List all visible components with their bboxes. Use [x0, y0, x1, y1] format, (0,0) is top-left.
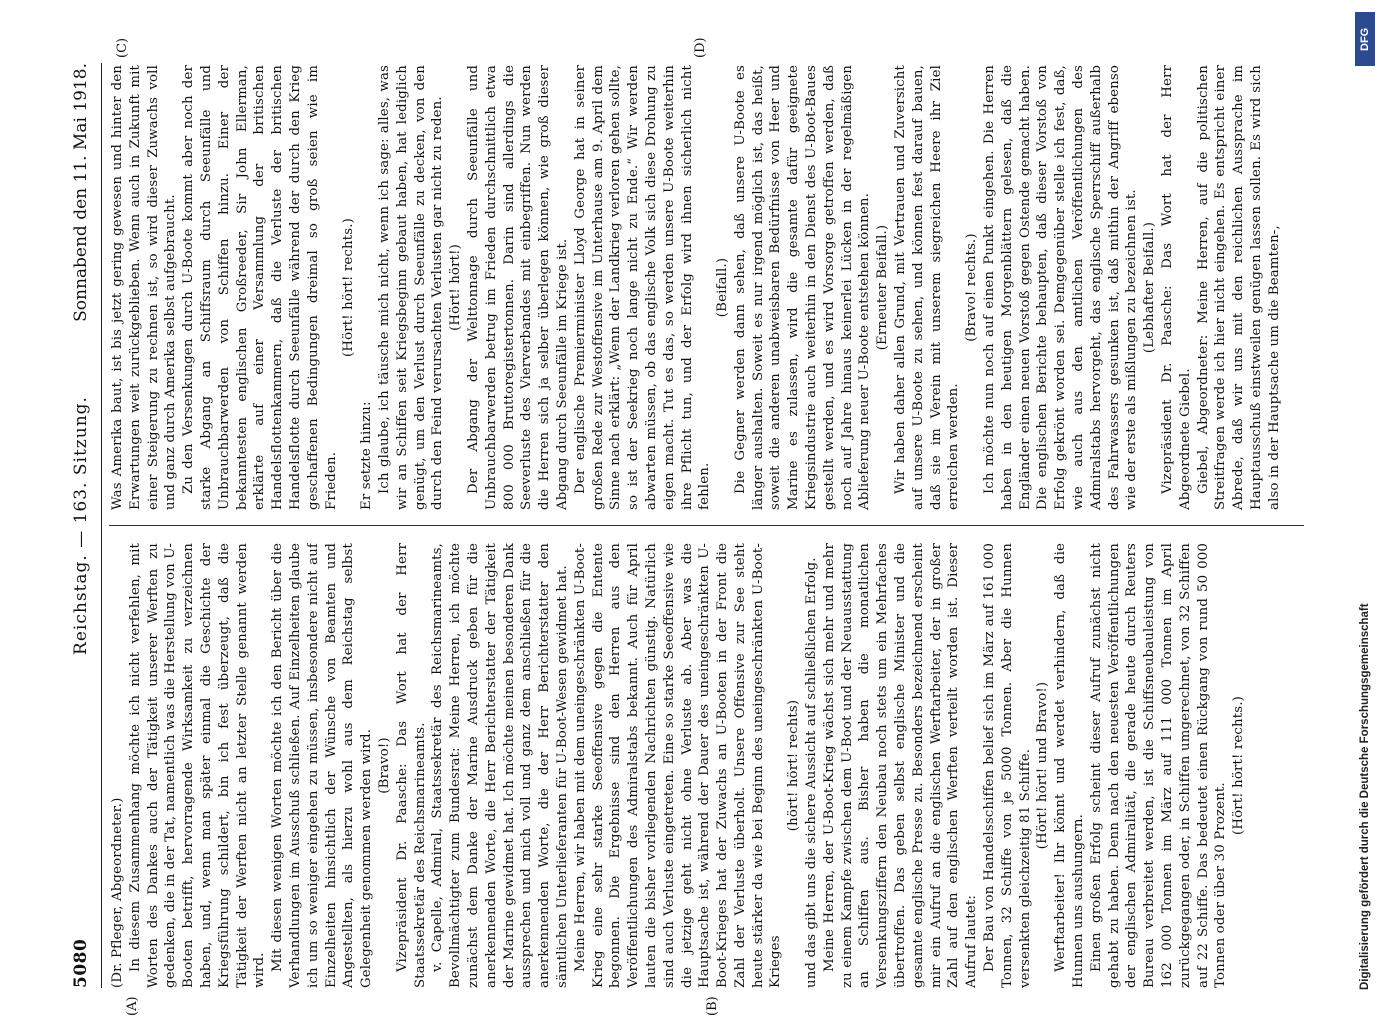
paragraph: In diesem Zusammenhang möchte ich nicht verfehlen, mit Worten des Dankes auch der Tätigkeit unserer Werften zu gedenken, die in der Tat, namentlich was die Herstellung von U-Booten betrifft, hervorragende Wirksamkeit zu verzeichnen haben, und, wenn man später einmal die Geschichte der Kriegsführung schildert, bin ich fest überzeugt, daß die Tätigkeit der Werften nicht an letzter Stelle genannt werden wird.	[127, 543, 268, 988]
margin-mark-d: (D)	[693, 37, 708, 58]
dfg-credit: Digitalisierung gefördert durch die Deutsche Forschungsgemeinschaft	[1359, 603, 1371, 990]
dfg-logo: DFG	[1355, 12, 1375, 66]
paragraph: Mit diesen wenigen Worten möchte ich den Bericht über die Verhandlungen im Ausschuß schließen. Auf Einzelheiten glaube ich um so weniger eingehen zu müssen, insbesondere nicht auf Einzelheiten hinsichtlich der Wünsche von Beamten und Angestellten, als hierzu wohl aus dem Reichstag selbst Gelegenheit genommen werden wird.	[270, 543, 375, 988]
paragraph: Meine Herren, der U-Boot-Krieg wächst sich mehr und mehr zu einem Kampfe zwischen dem U-Boot und der Neuausstattung an Schiffen aus. Bisher haben die monatlichen Versenkungsziffern den Neubau noch stets um ein Mehrfaches übertroffen. Das geben selbst englische Minister und die gesamte englische Presse zu. Besonders bezeichnend erscheint mir ein Aufruf an die englischen Werftarbeiter, der in großer Zahl auf den englischen Werften verteilt worden ist. Dieser Aufruf lautet:	[821, 543, 980, 988]
page-number: 5080	[71, 938, 91, 988]
paragraph: Zu den Versenkungen durch U-Boote kommt aber noch der starke Abgang an Schiffsraum durch Seeunfälle und Unbrauchbarwerden von Schiffen hinzu. Einer der bekanntesten englischen Großreeder, Sir John Ellerman, erklärte auf einer Versammlung der britischen Handelsflottenkammern, daß die Verluste der britischen Handelsflotte durch Seeunfälle während der durch den Krieg geschaffenen Bedingungen dreimal so groß seien wie im Frieden.	[181, 65, 339, 510]
paragraph: Einen großen Erfolg scheint dieser Aufruf zunächst nicht gehabt zu haben. Denn nach den neuesten Veröffentlichungen der englischen Admiralität, die gerade heute durch Reuters Bureau verbreitet werden, ist die Schiffsneubauleistung von 162 000 Tonnen im März auf 111 000 Tonnen im April zurückgegangen oder, in Schiffen umgerechnet, von 32 Schiffen auf 22 Schiffe. Das bedeutet einen Rückgang von rund 50 000 Tonnen oder über 30 Prozent.	[1088, 543, 1229, 988]
paragraph: Der Bau von Handelsschiffen belief sich im März auf 161 000 Tonnen, 32 Schiffe von je 5000 Tonnen. Aber die Hunnen versenkten gleichzeitig 81 Schiffe.	[982, 543, 1033, 988]
paragraph: (Erneuter Beifall.)	[875, 224, 891, 351]
paragraph: (Lebhafter Beifall.)	[1142, 221, 1158, 354]
margin-mark-a: (A)	[125, 996, 140, 1016]
paragraph: Vizepräsident Dr. Paasche: Das Wort hat der Herr Staatssekretär des Reichsmarineamts.	[394, 543, 428, 988]
dfg-sidebar	[1351, 8, 1379, 993]
page-date: Sonnabend den 11. Mai 1918.	[71, 63, 91, 322]
rotated-page	[65, 37, 1310, 1016]
paragraph: (Hört! hört! rechts.)	[1231, 696, 1247, 835]
paragraph: Die Gegner werden dann sehen, daß unsere U-Boote es länger aushalten. Soweit es nur irgend möglich ist, das heißt, soweit die anderen unabweisbaren Bedürfnisse von Heer und Marine es zulassen, wird die gesamte dafür geeignete Kriegsindustrie auch weiterhin in den Dienst des U-Boot-Baues gestellt werden, und es wird Vorsorge getroffen werden, daß noch auf Jahre hinaus keinerlei Lücken in der regelmäßigen Ablieferung neuer U-Boote entstehen können.	[732, 65, 873, 510]
right-column	[109, 65, 1304, 510]
paragraph: (Dr. Pfleger, Abgeordneter.)	[110, 797, 125, 988]
paragraph: Werftarbeiter! Ihr könnt und werdet verhindern, daß die Hunnen uns aushungern.	[1053, 543, 1087, 988]
paragraph: Ich glaube, ich täusche mich nicht, wenn ich sage: alles, was wir an Schiffen seit Kriegsbeginn gebaut haben, hat lediglich genügt, um den Verlust durch Seeunfälle zu decken, von den durch den Feind verursachten Verlusten gar nicht zu reden.	[376, 65, 446, 510]
paragraph: (Beifall.)	[715, 257, 731, 318]
paragraph: (Hört! hört! und Bravo!)	[1035, 681, 1051, 850]
paragraph: Was Amerika baut, ist bis jetzt gering gewesen und hinter den Erwartungen weit zurückgeblieben. Wenn auch in Zukunft mit einer Steigerung zu rechnen ist, so wird dieser Zuwachs voll und ganz durch Amerika selbst aufgebraucht.	[110, 65, 179, 510]
paragraph: Ich möchte nun noch auf einen Punkt eingehen. Die Herren haben in den heutigen Morgenblättern gelesen, daß die Engländer einen neuen Vorstoß gegen Ostende gemacht haben. Die englischen Berichte behaupten, daß dieser Vorstoß von Erfolg gekrönt worden sei. Demgegenüber stelle ich fest, daß, wie auch aus den amtlichen Veröffentlichungen des Admiralstabs hervorgeht, das englische Sperrschiff außerhalb des Fahrwassers gesunken ist, daß mithin der Angriff ebenso wie der erste als mißlungen zu bezeichnen ist.	[982, 65, 1140, 510]
paragraph: Giebel, Abgeordneter: Meine Herren, auf die politischen Streitfragen werde ich hier nicht eingehen. Es entspricht einer Abrede, daß wir uns mit den reichlichen Aussprache im Hauptausschuß einstweilen genügen lassen sollen. Es wird sich also in der Hauptsache um die Beamten-,	[1195, 65, 1282, 510]
paragraph: (Bravo!)	[376, 737, 392, 794]
paragraph: Der englische Premierminister Lloyd George hat in seiner großen Rede zur Westoffensive im Unterhause am 9. April dem Sinne nach erklärt: „Wenn der Landkrieg verloren gehen sollte, so ist der Seekrieg noch lange nicht zu Ende.“ Wir werden abwarten müssen, ob das englische Volk sich diese Drohung zu eigen macht. Tut es das, so werden unsere U-Boote weiterhin ihre Pflicht tun, und der Erfolg wird ihnen sicherlich nicht fehlen.	[572, 65, 713, 510]
paragraph: (Hört! hört! rechts.)	[341, 218, 357, 357]
paragraph: Er setzte hinzu:	[359, 401, 375, 510]
margin-mark-b: (B)	[705, 996, 720, 1016]
paragraph: und das gibt uns die sichere Aussicht auf schließlichen Erfolg.	[804, 557, 820, 988]
paragraph: (hört! hört! rechts)	[786, 699, 802, 832]
paragraph: Der Abgang der Welttonnage durch Seeunfälle und Unbrauchbarwerden betrug im Frieden durchschnittlich etwa 800 000 Bruttoregistertonnen. Darin sind allerdings die Seeverluste des Vierverbandes mit einbegriffen. Nun werden die Herren sich ja selber überlegen können, wie groß dieser Abgang durch Seeunfälle im Kriege ist.	[465, 65, 570, 510]
paragraph: (Hört! hört!)	[448, 244, 464, 331]
left-column	[109, 543, 1304, 988]
paragraph: Vizepräsident Dr. Paasche: Das Wort hat der Herr Abgeordnete Giebel.	[1160, 65, 1193, 510]
session-title: Reichstag. — 163. Sitzung.	[71, 396, 91, 655]
page-header	[65, 63, 102, 988]
column-divider	[109, 525, 1304, 526]
paragraph: Wir haben daher allen Grund, mit Vertrauen und Zuversicht auf unsere U-Boote zu sehen, und können fest darauf bauen, daß sie im Verein mit unserem siegreichen Heere ihr Ziel erreichen werden.	[893, 65, 962, 510]
margin-mark-c: (C)	[115, 37, 130, 58]
paragraph: Meine Herren, wir haben mit dem uneingeschränkten U-Boot-Krieg eine sehr starke Seeoffensive gegen die Entente begonnen. Die Ergebnisse sind den Herren aus den Veröffentlichungen des Admiralstabs bekannt. Auch für April lauten die bisher vorliegenden Nachrichten günstig. Natürlich sind auch Verluste eingetreten. Eine so starke Seeoffensive wie die jetzige geht nicht ohne Verluste ab. Aber was die Hauptsache ist, während der Dauer des uneingeschränkten U-Boot-Krieges hat der Zuwachs an U-Booten in der Front die Zahl der Verluste überholt. Unsere Offensive zur See steht heute stärker da wie bei Beginn des uneingeschränkten U-Boot-Krieges	[572, 543, 784, 988]
paragraph: v. Capelle, Admiral, Staatssekretär des Reichsmarineamts, Bevollmächtigter zum Bundesrat: Meine Herren, ich möchte zunächst dem Danke der Marine Ausdruck geben für die anerkennenden Worte, die Herr Berichterstatter der Tätigkeit der Marine gewidmet hat. Ich möchte meinen besonderen Dank aussprechen und mich voll und ganz dem anschließen für die anerkennenden Worte, die der Herr Berichterstatter den sämtlichen Unterlieferanten für U-Boot-Wesen gewidmet hat.	[430, 543, 570, 988]
paragraph: (Bravo! rechts.)	[964, 233, 980, 342]
